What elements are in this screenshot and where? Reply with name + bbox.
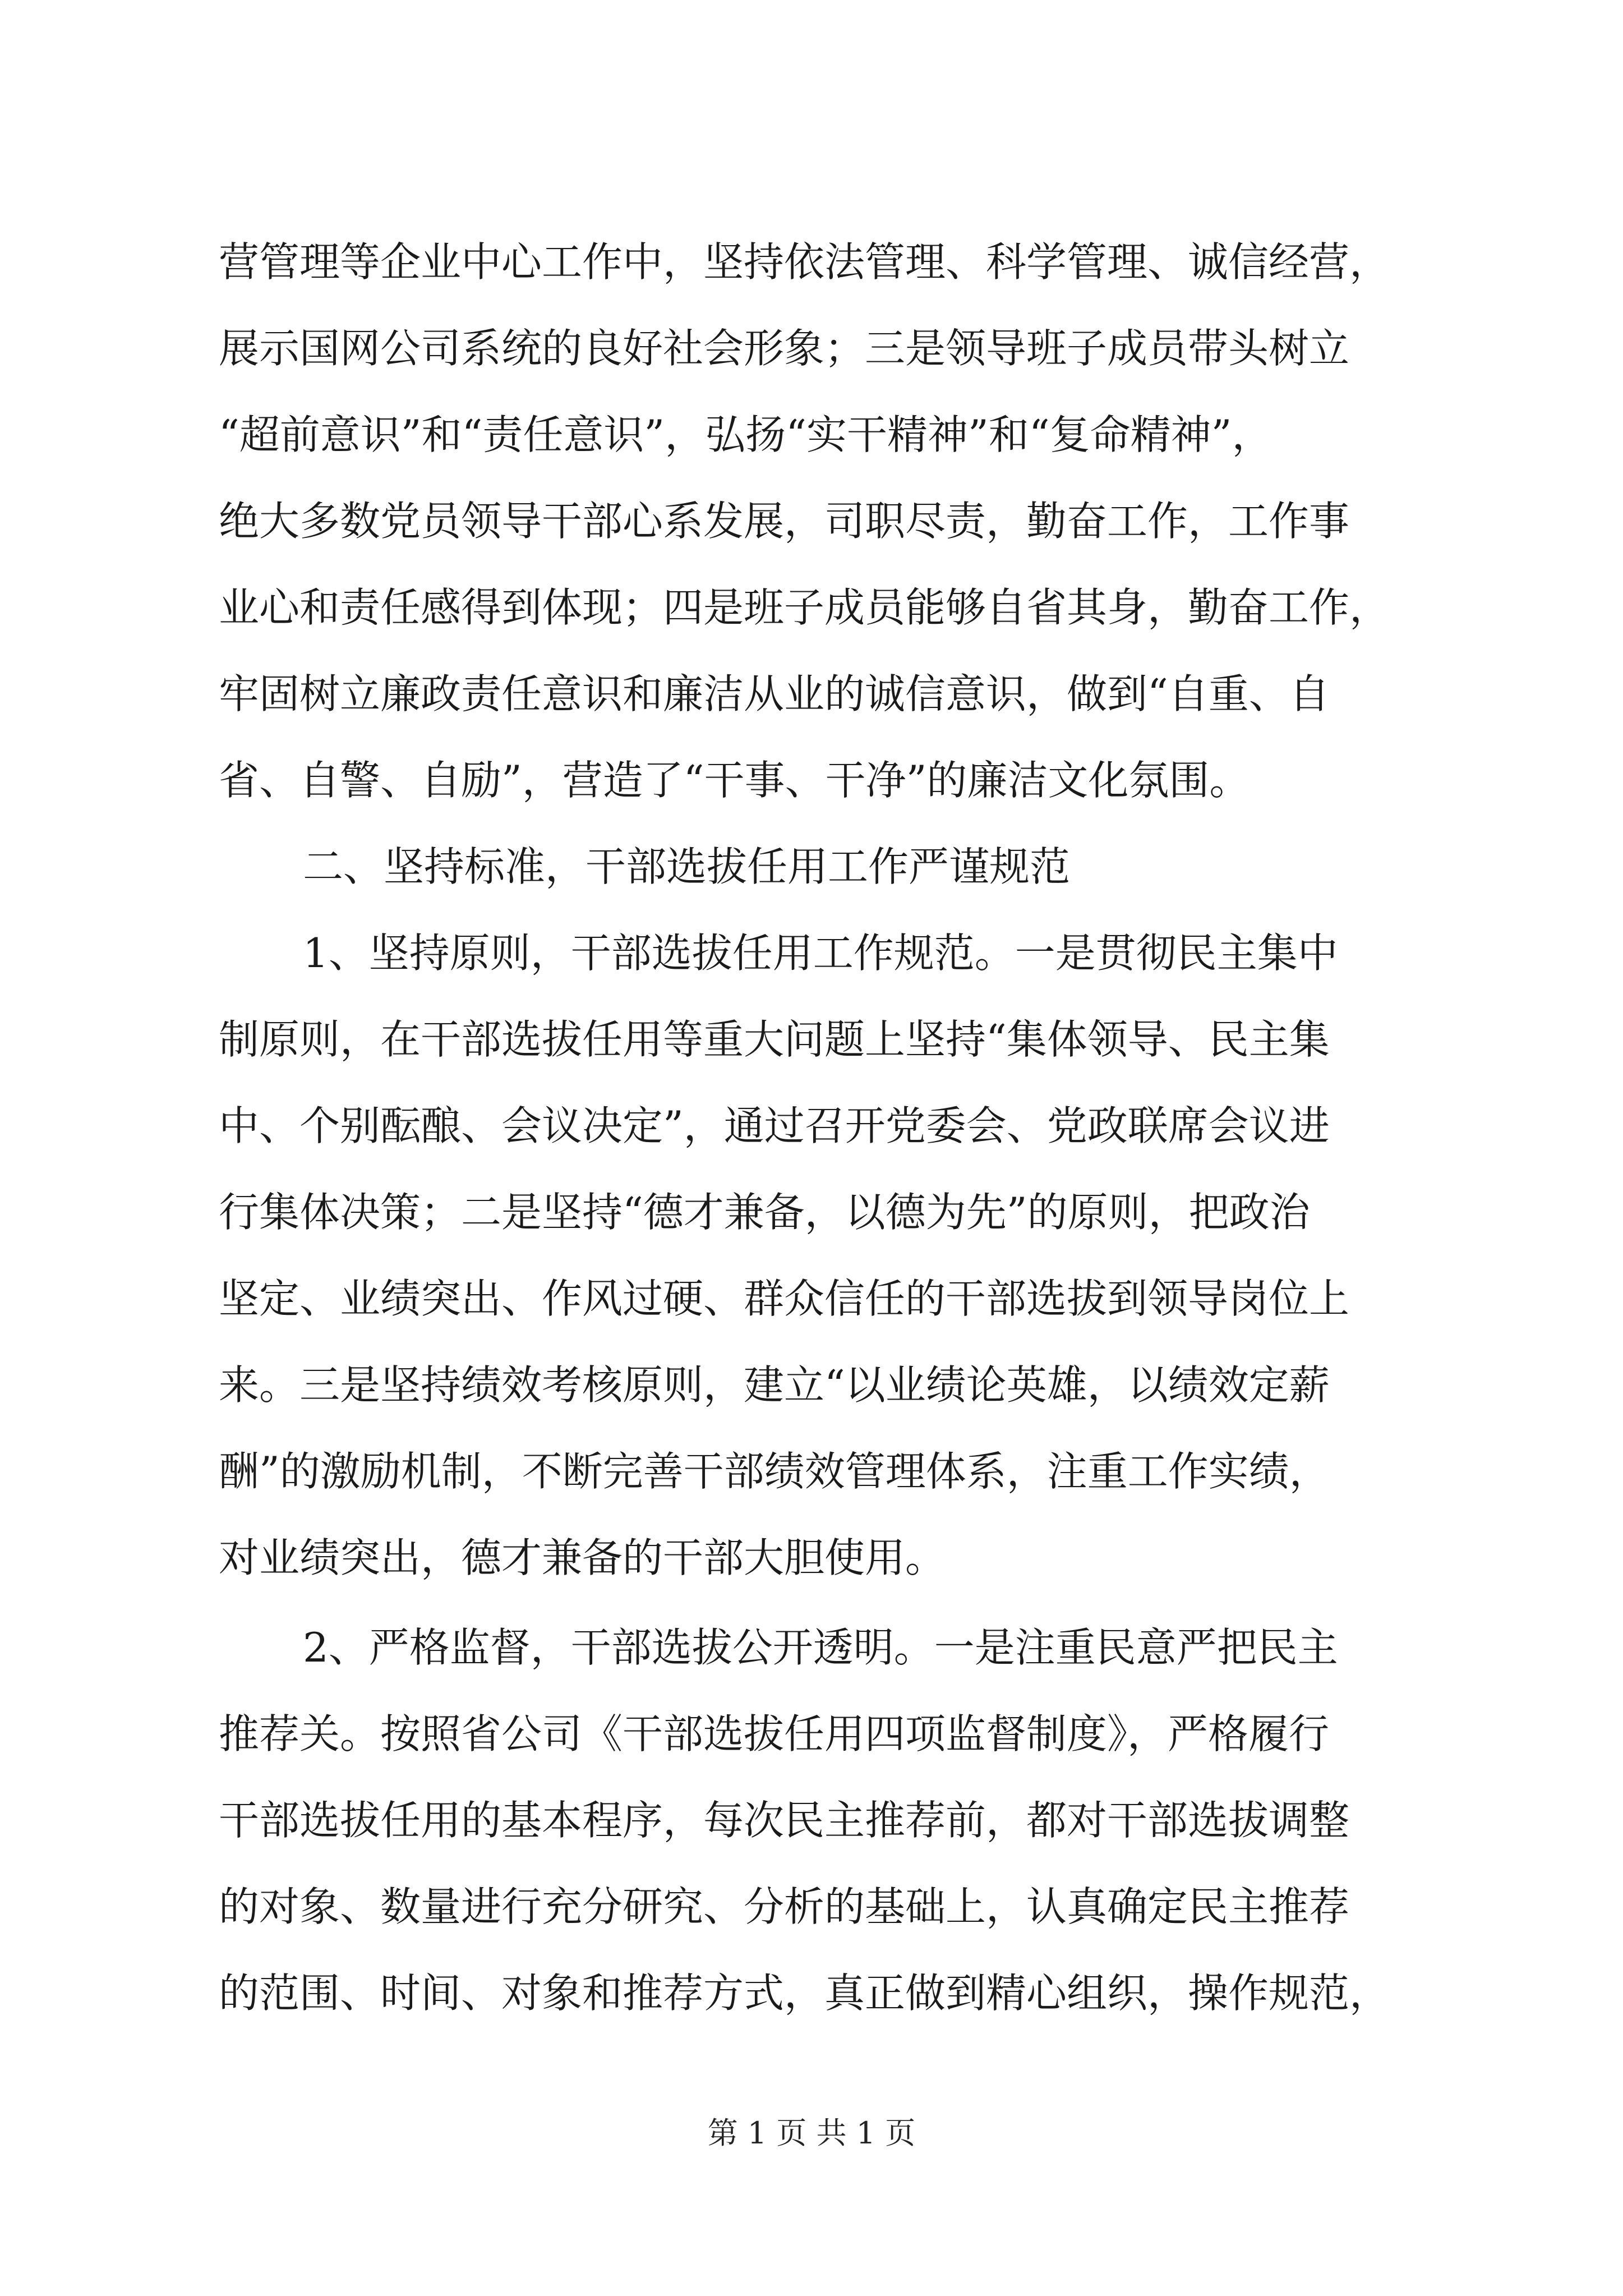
- text-line: “超前意识”和“责任意识”，弘扬“实干精神”和“复命精神”，: [219, 411, 1272, 458]
- text-line: 制原则，在干部选拔任用等重大问题上坚持“集体领导、民主集: [219, 1016, 1330, 1063]
- text-line: 干部选拔任用的基本程序，每次民主推荐前，都对干部选拔调整: [219, 1797, 1350, 1844]
- text-line: 营管理等企业中心工作中，坚持依法管理、科学管理、诚信经营，: [219, 238, 1390, 286]
- text-line: 绝大多数党员领导干部心系发展，司职尽责，勤奋工作，工作事: [219, 498, 1350, 545]
- text-line: 的范围、时间、对象和推荐方式，真正做到精心组织，操作规范，: [219, 1970, 1390, 2017]
- text-line: 对业绩突出，德才兼备的干部大胆使用。: [219, 1534, 946, 1581]
- document-body: [219, 219, 1486, 2036]
- text-line: 来。三是坚持绩效考核原则，建立“以业绩论英雄，以绩效定薪: [219, 1361, 1330, 1409]
- text-line: 业心和责任感得到体现；四是班子成员能够自省其身，勤奋工作，: [219, 584, 1390, 631]
- text-line: 行集体决策；二是坚持“德才兼备，以德为先”的原则，把政治: [219, 1189, 1310, 1236]
- text-line: 中、个别酝酿、会议决定”，通过召开党委会、党政联席会议进: [219, 1102, 1330, 1149]
- text-line: 推荐关。按照省公司《干部选拔任用四项监督制度》，严格履行: [219, 1710, 1330, 1757]
- text-line: 坚定、业绩突出、作风过硬、群众信任的干部选拔到领导岗位上: [219, 1275, 1350, 1322]
- text-line: 牢固树立廉政责任意识和廉洁从业的诚信意识，做到“自重、自: [219, 670, 1330, 717]
- paragraph-start-line: 2、严格监督，干部选拔公开透明。一是注重民意严把民主: [303, 1624, 1338, 1671]
- section-heading: 二、坚持标准，干部选拔任用工作严谨规范: [303, 843, 1071, 890]
- text-line: 展示国网公司系统的良好社会形象；三是领导班子成员带头树立: [219, 325, 1350, 372]
- page-footer: 第 1 页 共 1 页: [707, 2115, 916, 2151]
- text-line: 酬”的激励机制，不断完善干部绩效管理体系，注重工作实绩，: [219, 1448, 1330, 1495]
- paragraph-start-line: 1、坚持原则，干部选拔任用工作规范。一是贯彻民主集中: [303, 930, 1338, 977]
- text-line: 省、自警、自励”，营造了“干事、干净”的廉洁文化氛围。: [219, 757, 1250, 804]
- text-line: 的对象、数量进行充分研究、分析的基础上，认真确定民主推荐: [219, 1883, 1350, 1930]
